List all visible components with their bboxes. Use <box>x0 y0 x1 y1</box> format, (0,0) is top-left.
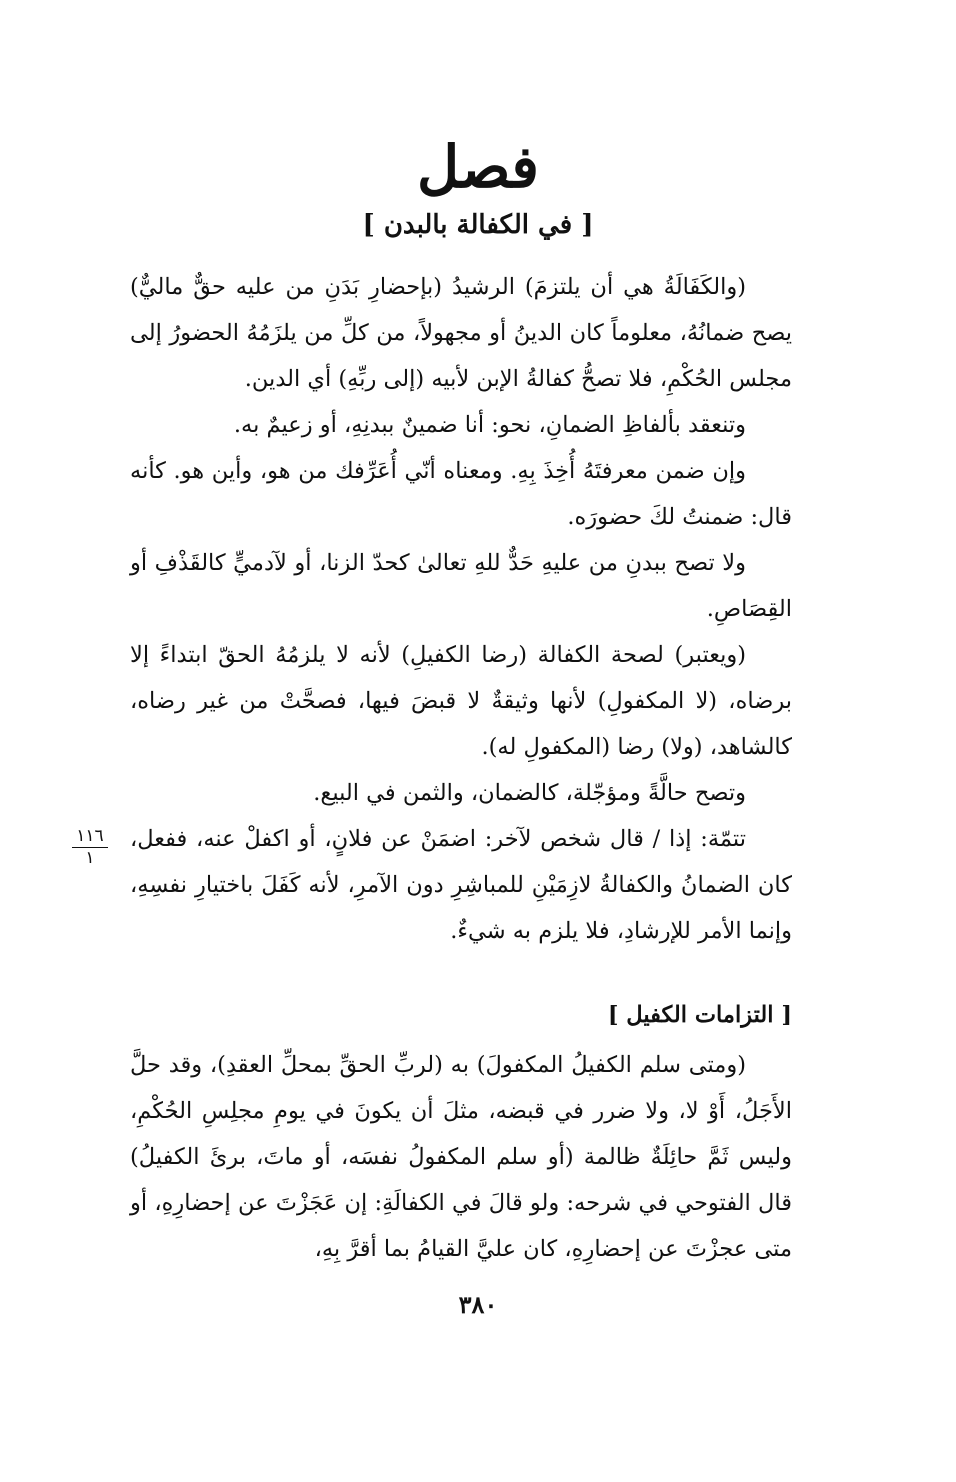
paragraph: وتنعقد بألفاظِ الضمانِ، نحو: أنا ضمينٌ ببدنِهِ، أو زعيمٌ به. <box>233 412 746 438</box>
page-number: ٣٨٠ <box>458 1290 498 1319</box>
paragraph: ولا تصح ببدنِ من عليهِ حَدٌّ للهِ تعالىٰ كحدّ الزنا، أو لآدميٍّ كالقَذْفِ أو القِصَاصِ. <box>130 550 792 622</box>
paragraph: وإن ضمن معرفتَهُ أُخِذَ بِهِ. ومعناه أنّي أُعَرِّفك من هو، وأين هو. كأنه قال: ضمنتُ لكَ حضورَه. <box>130 458 792 530</box>
folio-number: ١١٦ <box>72 828 108 848</box>
paragraph: (ومتى سلم الكفيلُ المكفولَ) به (لربِّ الحقِّ بمحلِّ العقدِ)، وقد حلَّ الأَجَلُ، أَوْ لا، ولا ضرر في قبضه، مثلَ أن يكونَ في يومِ مجلِسِ الحُكْمِ، وليس ثَمَّ حائِلَةٌ ظالمة (أو سلم المكفولُ نفسَه، أو ماتَ، برئَ الكفيلُ) قال الفتوحي في شرحه: ولو قالَ في الكفالَةِ: إن عَجَزْتَ عن إحضارِهِ، أو متى عجزْتَ عن إحضارِهِ، كان عليَّ القيامُ بما أقرَّ بِهِ، <box>130 1052 792 1262</box>
chapter-subtitle: [ في الكفالة بالبدن ] <box>362 210 594 240</box>
section-heading: [ التزامات الكفيل ] <box>607 1002 792 1028</box>
paragraph: (والكَفَالَةُ هي أن يلتزمَ) الرشيدُ (بإحضارِ بَدَنِ من عليه حقٌّ ماليٌّ) يصح ضمانُهُ، معلوماً كان الدينُ أو مجهولاً، من كلِّ من يلزَمُهُ الحضورُ إلى مجلس الحُكْمِ، فلا تصحُّ كفالةُ الإبن لأبيه (إلى ربِّهِ) أي الدين. <box>130 274 792 392</box>
body-text-section-2 <box>130 1042 792 1272</box>
chapter-heading: فصل <box>417 133 539 201</box>
body-text-section-1 <box>130 264 792 954</box>
paragraph: وتصح حالَّةً ومؤجّلة، كالضمان، والثمن في البيع. <box>313 780 746 806</box>
paragraph: (ويعتبر) لصحة الكفالة (رضا الكفيلِ) لأنه لا يلزمُهُ الحقّ ابتداءً إلا برضاه، (لا المكفولِ) لأنها وثيقةٌ لا قبضَ فيها، فصحَّتْ من غير رضاه، كالشاهد، (ولا) رضا (المكفولِ له). <box>130 642 792 760</box>
manuscript-folio-marker <box>72 828 108 867</box>
paragraph: تتمّة: إذا / قال شخص لآخر: اضمَنْ عن فلانٍ، أو اكفلْ عنه، ففعل، كان الضمانُ والكفالةُ لازِمَيْنِ للمباشِرِ دون الآمرِ، لأنه كَفَلَ باختيارِ نفسِهِ، وإنما الأمر للإرشادِ، فلا يلزم به شيءٌ. <box>130 826 792 944</box>
folio-side: ١ <box>85 848 95 868</box>
